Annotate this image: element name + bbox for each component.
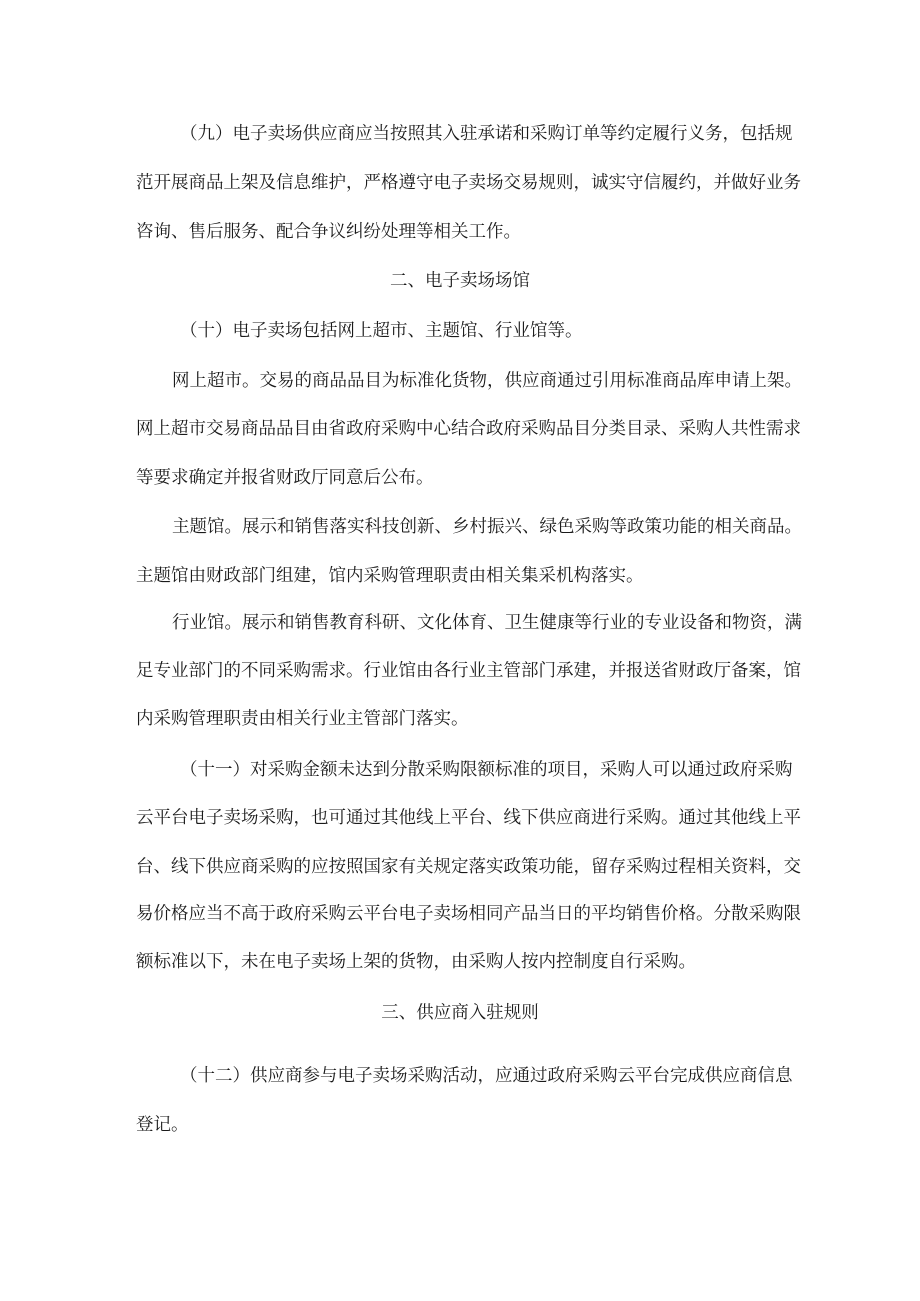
- paragraph-10: （十）电子卖场包括网上超市、主题馆、行业馆等。: [180, 321, 583, 341]
- paragraph-11-line-2: 云平台电子卖场采购，也可通过其他线上平台、线下供应商进行采购。通过其他线上平: [136, 808, 801, 828]
- paragraph-9-line-3: 咨询、售后服务、配合争议纠纷处理等相关工作。: [136, 222, 521, 242]
- paragraph-9-line-2: 范开展商品上架及信息维护，严格遵守电子卖场交易规则，诚实守信履约，并做好业务: [136, 173, 801, 193]
- paragraph-11-line-1: （十一）对采购金额未达到分散采购限额标准的项目，采购人可以通过政府采购: [180, 760, 793, 780]
- paragraph-11-line-3: 台、线下供应商采购的应按照国家有关规定落实政策功能，留存采购过程相关资料，交: [136, 857, 801, 877]
- supermarket-line-1: 网上超市。交易的商品品目为标准化货物，供应商通过引用标准商品库申请上架。: [172, 371, 802, 391]
- supermarket-line-3: 等要求确定并报省财政厅同意后公布。: [136, 468, 434, 488]
- paragraph-11-line-4: 易价格应当不高于政府采购云平台电子卖场相同产品当日的平均销售价格。分散采购限: [136, 904, 801, 924]
- paragraph-12-line-2: 登记。: [136, 1115, 189, 1135]
- industry-hall-line-3: 内采购管理职责由相关行业主管部门落实。: [136, 709, 469, 729]
- theme-hall-line-2: 主题馆由财政部门组建，馆内采购管理职责由相关集采机构落实。: [136, 566, 644, 586]
- theme-hall-line-1: 主题馆。展示和销售落实科技创新、乡村振兴、绿色采购等政策功能的相关商品。: [172, 517, 802, 537]
- supermarket-line-2: 网上超市交易商品品目由省政府采购中心结合政府采购品目分类目录、采购人共性需求: [136, 419, 801, 439]
- industry-hall-line-2: 足专业部门的不同采购需求。行业馆由各行业主管部门承建，并报送省财政厅备案，馆: [136, 661, 801, 681]
- section-heading-3: 三、供应商入驻规则: [381, 1003, 539, 1023]
- industry-hall-line-1: 行业馆。展示和销售教育科研、文化体育、卫生健康等行业的专业设备和物资，满: [172, 613, 802, 633]
- section-heading-2: 二、电子卖场场馆: [390, 271, 530, 291]
- paragraph-9-line-1: （九）电子卖场供应商应当按照其入驻承诺和采购订单等约定履行义务，包括规: [180, 124, 793, 144]
- paragraph-11-line-5: 额标准以下，未在电子卖场上架的货物，由采购人按内控制度自行采购。: [136, 952, 696, 972]
- paragraph-12-line-1: （十二）供应商参与电子卖场采购活动，应通过政府采购云平台完成供应商信息: [180, 1066, 793, 1086]
